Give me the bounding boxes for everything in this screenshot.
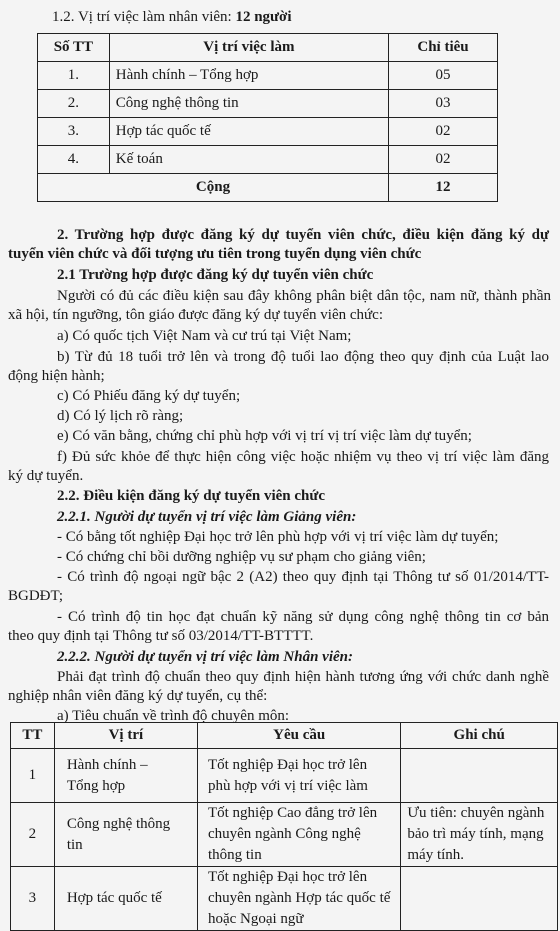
- staff-standard-line-2: nghiệp nhân viên đăng ký dự tuyển, cụ thể:: [8, 688, 268, 704]
- row-quota: 02: [389, 146, 498, 174]
- note-line: máy tính.: [407, 847, 465, 863]
- table-row: [38, 146, 498, 174]
- condition-f-line-2: ký dự tuyển.: [8, 468, 84, 484]
- row-number: 3.: [38, 118, 110, 146]
- col-header-position: Vị trí: [54, 723, 197, 749]
- staff-standard-line-3: a) Tiêu chuẩn về trình độ chuyên môn:: [57, 708, 290, 724]
- section-2-1-heading: 2.1 Trường hợp được đăng ký dự tuyển viên chức: [57, 267, 374, 283]
- note-line: bảo trì máy tính, mạng: [407, 826, 544, 842]
- row-position: Hợp tác quốc tế: [109, 118, 388, 146]
- row-number: 1.: [38, 62, 110, 90]
- condition-c: c) Có Phiếu đăng ký dự tuyển;: [57, 388, 241, 404]
- staff-standard-line-1: Phải đạt trình độ chuẩn theo quy định hiện hành tương ứng với chức danh nghề: [57, 669, 549, 685]
- row-position: Kế toán: [109, 146, 388, 174]
- col-header-position: Vị trí việc làm: [109, 34, 388, 62]
- position-line: tin: [66, 836, 83, 853]
- row-number: 4.: [38, 146, 110, 174]
- table-row: [38, 90, 498, 118]
- requirement-line: Tốt nghiệp Đại học trở lên: [207, 869, 368, 885]
- lecturer-req-3-line-1: - Có trình độ ngoại ngữ bậc 2 (A2) theo quy định tại Thông tư số 01/2014/TT-: [57, 569, 549, 585]
- row-requirement: [197, 749, 400, 803]
- row-quota: 02: [389, 118, 498, 146]
- note-line: Ưu tiên: chuyên ngành: [407, 805, 545, 821]
- row-number: 2.: [38, 90, 110, 118]
- row-position: Hợp tác quốc tế: [54, 867, 197, 931]
- intro-line-2: xã hội, tín ngưỡng, tôn giáo được đăng ký dự tuyển viên chức:: [8, 307, 383, 323]
- row-quota: 05: [389, 62, 498, 90]
- total-label: Cộng: [38, 174, 389, 202]
- table-row: [11, 803, 558, 867]
- section-1-2-heading-text: 1.2. Vị trí việc làm nhân viên:: [52, 9, 236, 25]
- row-position: [54, 749, 197, 803]
- requirement-line: hoặc Ngoại ngữ: [207, 911, 304, 927]
- requirement-line: phù hợp với vị trí việc làm: [207, 777, 368, 794]
- section-1-2-count: 12 người: [235, 9, 292, 25]
- row-requirement: [197, 803, 400, 867]
- row-number: 3: [11, 867, 55, 931]
- table-header-row: [11, 723, 558, 749]
- position-line: Tổng hợp: [66, 777, 126, 794]
- lecturer-req-2: - Có chứng chỉ bồi dưỡng nghiệp vụ sư phạm cho giảng viên;: [57, 549, 426, 565]
- requirement-line: Tốt nghiệp Đại học trở lên: [207, 756, 368, 773]
- section-2-2-heading: 2.2. Điều kiện đăng ký dự tuyển viên chức: [57, 488, 326, 504]
- condition-b-line-1: b) Từ đủ 18 tuổi trở lên và trong độ tuổi lao động theo quy định của Luật lao: [57, 349, 549, 365]
- section-2-title-line-2: tuyển viên chức và đối tượng ưu tiên trong tuyển dụng viên chức: [8, 246, 422, 262]
- col-header-requirement: Yêu cầu: [197, 723, 400, 749]
- position-line: Hành chính –: [66, 756, 148, 773]
- col-header-tt: TT: [11, 723, 55, 749]
- row-number: 1: [11, 749, 55, 803]
- lecturer-req-4-line-2: theo quy định tại Thông tư số 03/2014/TT-BTTTT.: [8, 628, 314, 644]
- row-note: [401, 803, 558, 867]
- col-header-note: Ghi chú: [401, 723, 558, 749]
- row-note: [401, 749, 558, 803]
- row-position: Hành chính – Tổng hợp: [109, 62, 388, 90]
- lecturer-req-3-line-2: BGDĐT;: [8, 588, 64, 604]
- lecturer-req-4-line-1: - Có trình độ tin học đạt chuẩn kỹ năng sử dụng công nghệ thông tin cơ bản: [57, 609, 549, 625]
- row-number: 2: [11, 803, 55, 867]
- section-1-2-heading: [52, 8, 292, 26]
- row-quota: 03: [389, 90, 498, 118]
- staff-positions-table: [37, 33, 498, 202]
- requirement-line: thông tin: [207, 847, 262, 863]
- lecturer-req-1: - Có bằng tốt nghiệp Đại học trở lên phù hợp với vị trí việc làm dự tuyển;: [57, 529, 499, 545]
- section-2-2-1-heading: 2.2.1. Người dự tuyển vị trí việc làm Giảng viên:: [57, 509, 357, 525]
- col-header-quota: Chỉ tiêu: [389, 34, 498, 62]
- condition-d: d) Có lý lịch rõ ràng;: [57, 408, 184, 424]
- condition-e: e) Có văn bằng, chứng chỉ phù hợp với vị trí vị trí việc làm dự tuyển;: [57, 428, 472, 444]
- condition-f-line-1: f) Đủ sức khỏe để thực hiện công việc hoặc nhiệm vụ theo vị trí việc làm đăng: [57, 449, 549, 465]
- table-header-row: [38, 34, 498, 62]
- section-2-title-line-1: 2. Trường hợp được đăng ký dự tuyển viên chức, điều kiện đăng ký dự: [57, 227, 549, 243]
- table-row: [11, 867, 558, 931]
- table-row: [11, 749, 558, 803]
- intro-line-1: Người có đủ các điều kiện sau đây không phân biệt dân tộc, nam nữ, thành phần: [57, 288, 551, 304]
- table-total-row: [38, 174, 498, 202]
- position-line: Công nghệ thông: [66, 815, 171, 832]
- requirement-line: Tốt nghiệp Cao đẳng trở lên: [207, 805, 378, 821]
- total-value: 12: [389, 174, 498, 202]
- condition-b-line-2: động hiện hành;: [8, 368, 105, 384]
- qualification-table: [10, 722, 558, 931]
- row-position: [54, 803, 197, 867]
- table-row: [38, 62, 498, 90]
- col-header-stt: Số TT: [38, 34, 110, 62]
- row-note: [401, 867, 558, 931]
- requirement-line: chuyên ngành Công nghệ: [207, 826, 361, 842]
- requirement-line: chuyên ngành Hợp tác quốc tế: [207, 890, 391, 906]
- section-2-2-2-heading: 2.2.2. Người dự tuyển vị trí việc làm Nhân viên:: [57, 649, 354, 665]
- condition-a: a) Có quốc tịch Việt Nam và cư trú tại Việt Nam;: [57, 328, 352, 344]
- row-position: Công nghệ thông tin: [109, 90, 388, 118]
- row-requirement: [197, 867, 400, 931]
- table-row: [38, 118, 498, 146]
